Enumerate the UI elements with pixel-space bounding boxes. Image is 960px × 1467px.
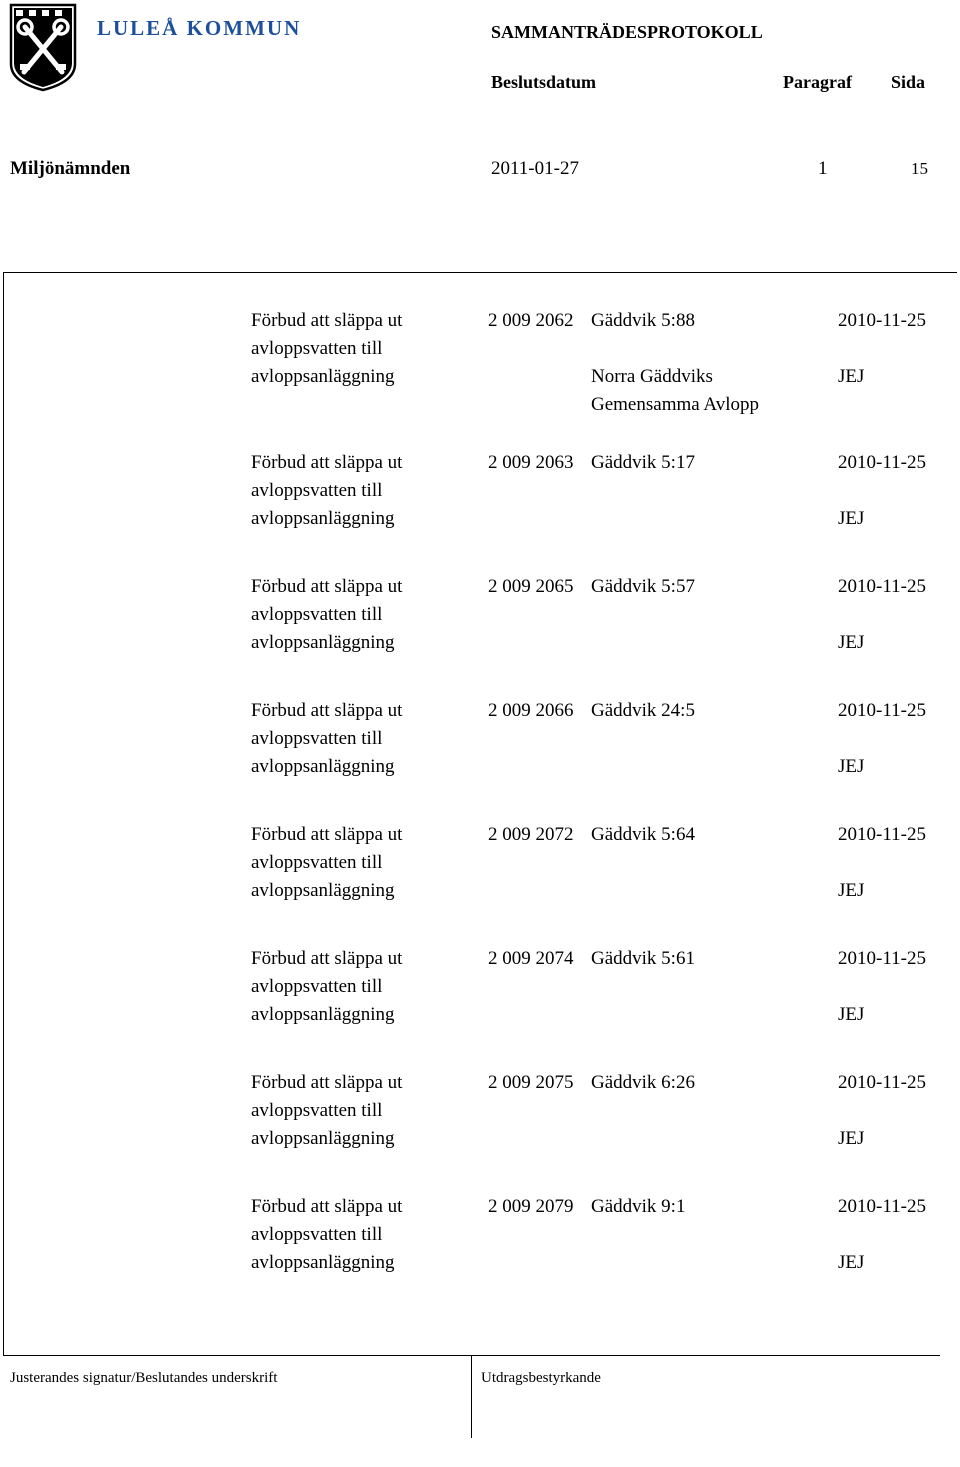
entry-initials: JEJ	[838, 1128, 865, 1149]
entry-date: 2010-11-25	[838, 1072, 926, 1093]
entry-description: Förbud att släppa ut avloppsvatten till avloppsanläggning	[251, 1072, 403, 1149]
entry-description: Förbud att släppa ut avloppsvatten till avloppsanläggning	[251, 824, 403, 901]
paragraph-number: 1	[818, 158, 828, 179]
entry-initials: JEJ	[838, 880, 865, 901]
label-page: Sida	[891, 72, 926, 92]
entry-initials: JEJ	[838, 508, 865, 529]
label-decision-date: Beslutsdatum	[491, 72, 597, 92]
entry-description: Förbud att släppa ut avloppsvatten till avloppsanläggning	[251, 452, 403, 529]
entry-date: 2010-11-25	[838, 700, 926, 721]
entry-initials: JEJ	[838, 366, 865, 387]
list-item	[0, 573, 960, 697]
entry-property: Gäddvik 5:17	[591, 452, 695, 473]
entry-number: 2 009 2075	[488, 1072, 574, 1093]
entry-number: 2 009 2079	[488, 1196, 574, 1217]
entry-property: Gäddvik 5:57	[591, 576, 695, 597]
entry-number: 2 009 2063	[488, 452, 574, 473]
entry-property: Gäddvik 5:61	[591, 948, 695, 969]
list-item	[0, 1193, 960, 1317]
frame-top-rule	[3, 272, 957, 273]
crossed-keys-coat-of-arms-icon	[8, 2, 78, 92]
list-item	[0, 1069, 960, 1193]
entry-number: 2 009 2062	[488, 310, 574, 331]
entry-description: Förbud att släppa ut avloppsvatten till avloppsanläggning	[251, 700, 403, 777]
committee-name: Miljönämnden	[10, 158, 131, 179]
label-paragraph: Paragraf	[783, 72, 852, 92]
entry-property: Gäddvik 6:26	[591, 1072, 695, 1093]
entry-property: Gäddvik 9:1	[591, 1196, 686, 1217]
entry-description: Förbud att släppa ut avloppsvatten till avloppsanläggning	[251, 576, 403, 653]
list-item	[0, 945, 960, 1069]
entry-description: Förbud att släppa ut avloppsvatten till avloppsanläggning	[251, 1196, 403, 1273]
municipality-name: LULEÅ KOMMUN	[97, 16, 302, 40]
entry-date: 2010-11-25	[838, 576, 926, 597]
certification-label: Utdragsbestyrkande	[481, 1370, 601, 1386]
entry-date: 2010-11-25	[838, 310, 926, 331]
list-item	[0, 449, 960, 573]
list-item	[0, 821, 960, 945]
entry-initials: JEJ	[838, 756, 865, 777]
list-item	[0, 697, 960, 821]
entry-property: Gäddvik 5:64	[591, 824, 695, 845]
entry-number: 2 009 2074	[488, 948, 574, 969]
entry-date: 2010-11-25	[838, 824, 926, 845]
entry-description: Förbud att släppa ut avloppsvatten till avloppsanläggning	[251, 948, 403, 1025]
entry-number: 2 009 2066	[488, 700, 574, 721]
list-item	[0, 307, 960, 431]
entry-date: 2010-11-25	[838, 452, 926, 473]
entry-date: 2010-11-25	[838, 948, 926, 969]
entry-initials: JEJ	[838, 1004, 865, 1025]
entry-number: 2 009 2072	[488, 824, 574, 845]
signature-label: Justerandes signatur/Beslutandes underskrift	[10, 1370, 278, 1386]
decision-date: 2011-01-27	[491, 158, 579, 179]
entry-description: Förbud att släppa ut avloppsvatten till avloppsanläggning	[251, 310, 403, 387]
entry-initials: JEJ	[838, 1252, 865, 1273]
document-type: SAMMANTRÄDESPROTOKOLL	[491, 22, 763, 42]
entry-property: Gäddvik 5:88 Norra Gäddviks Gemensamma Avlopp	[591, 310, 759, 415]
entry-property: Gäddvik 24:5	[591, 700, 695, 721]
footer-divider	[471, 1355, 472, 1438]
entry-initials: JEJ	[838, 632, 865, 653]
page-number: 15	[911, 159, 928, 178]
entry-date: 2010-11-25	[838, 1196, 926, 1217]
entry-number: 2 009 2065	[488, 576, 574, 597]
